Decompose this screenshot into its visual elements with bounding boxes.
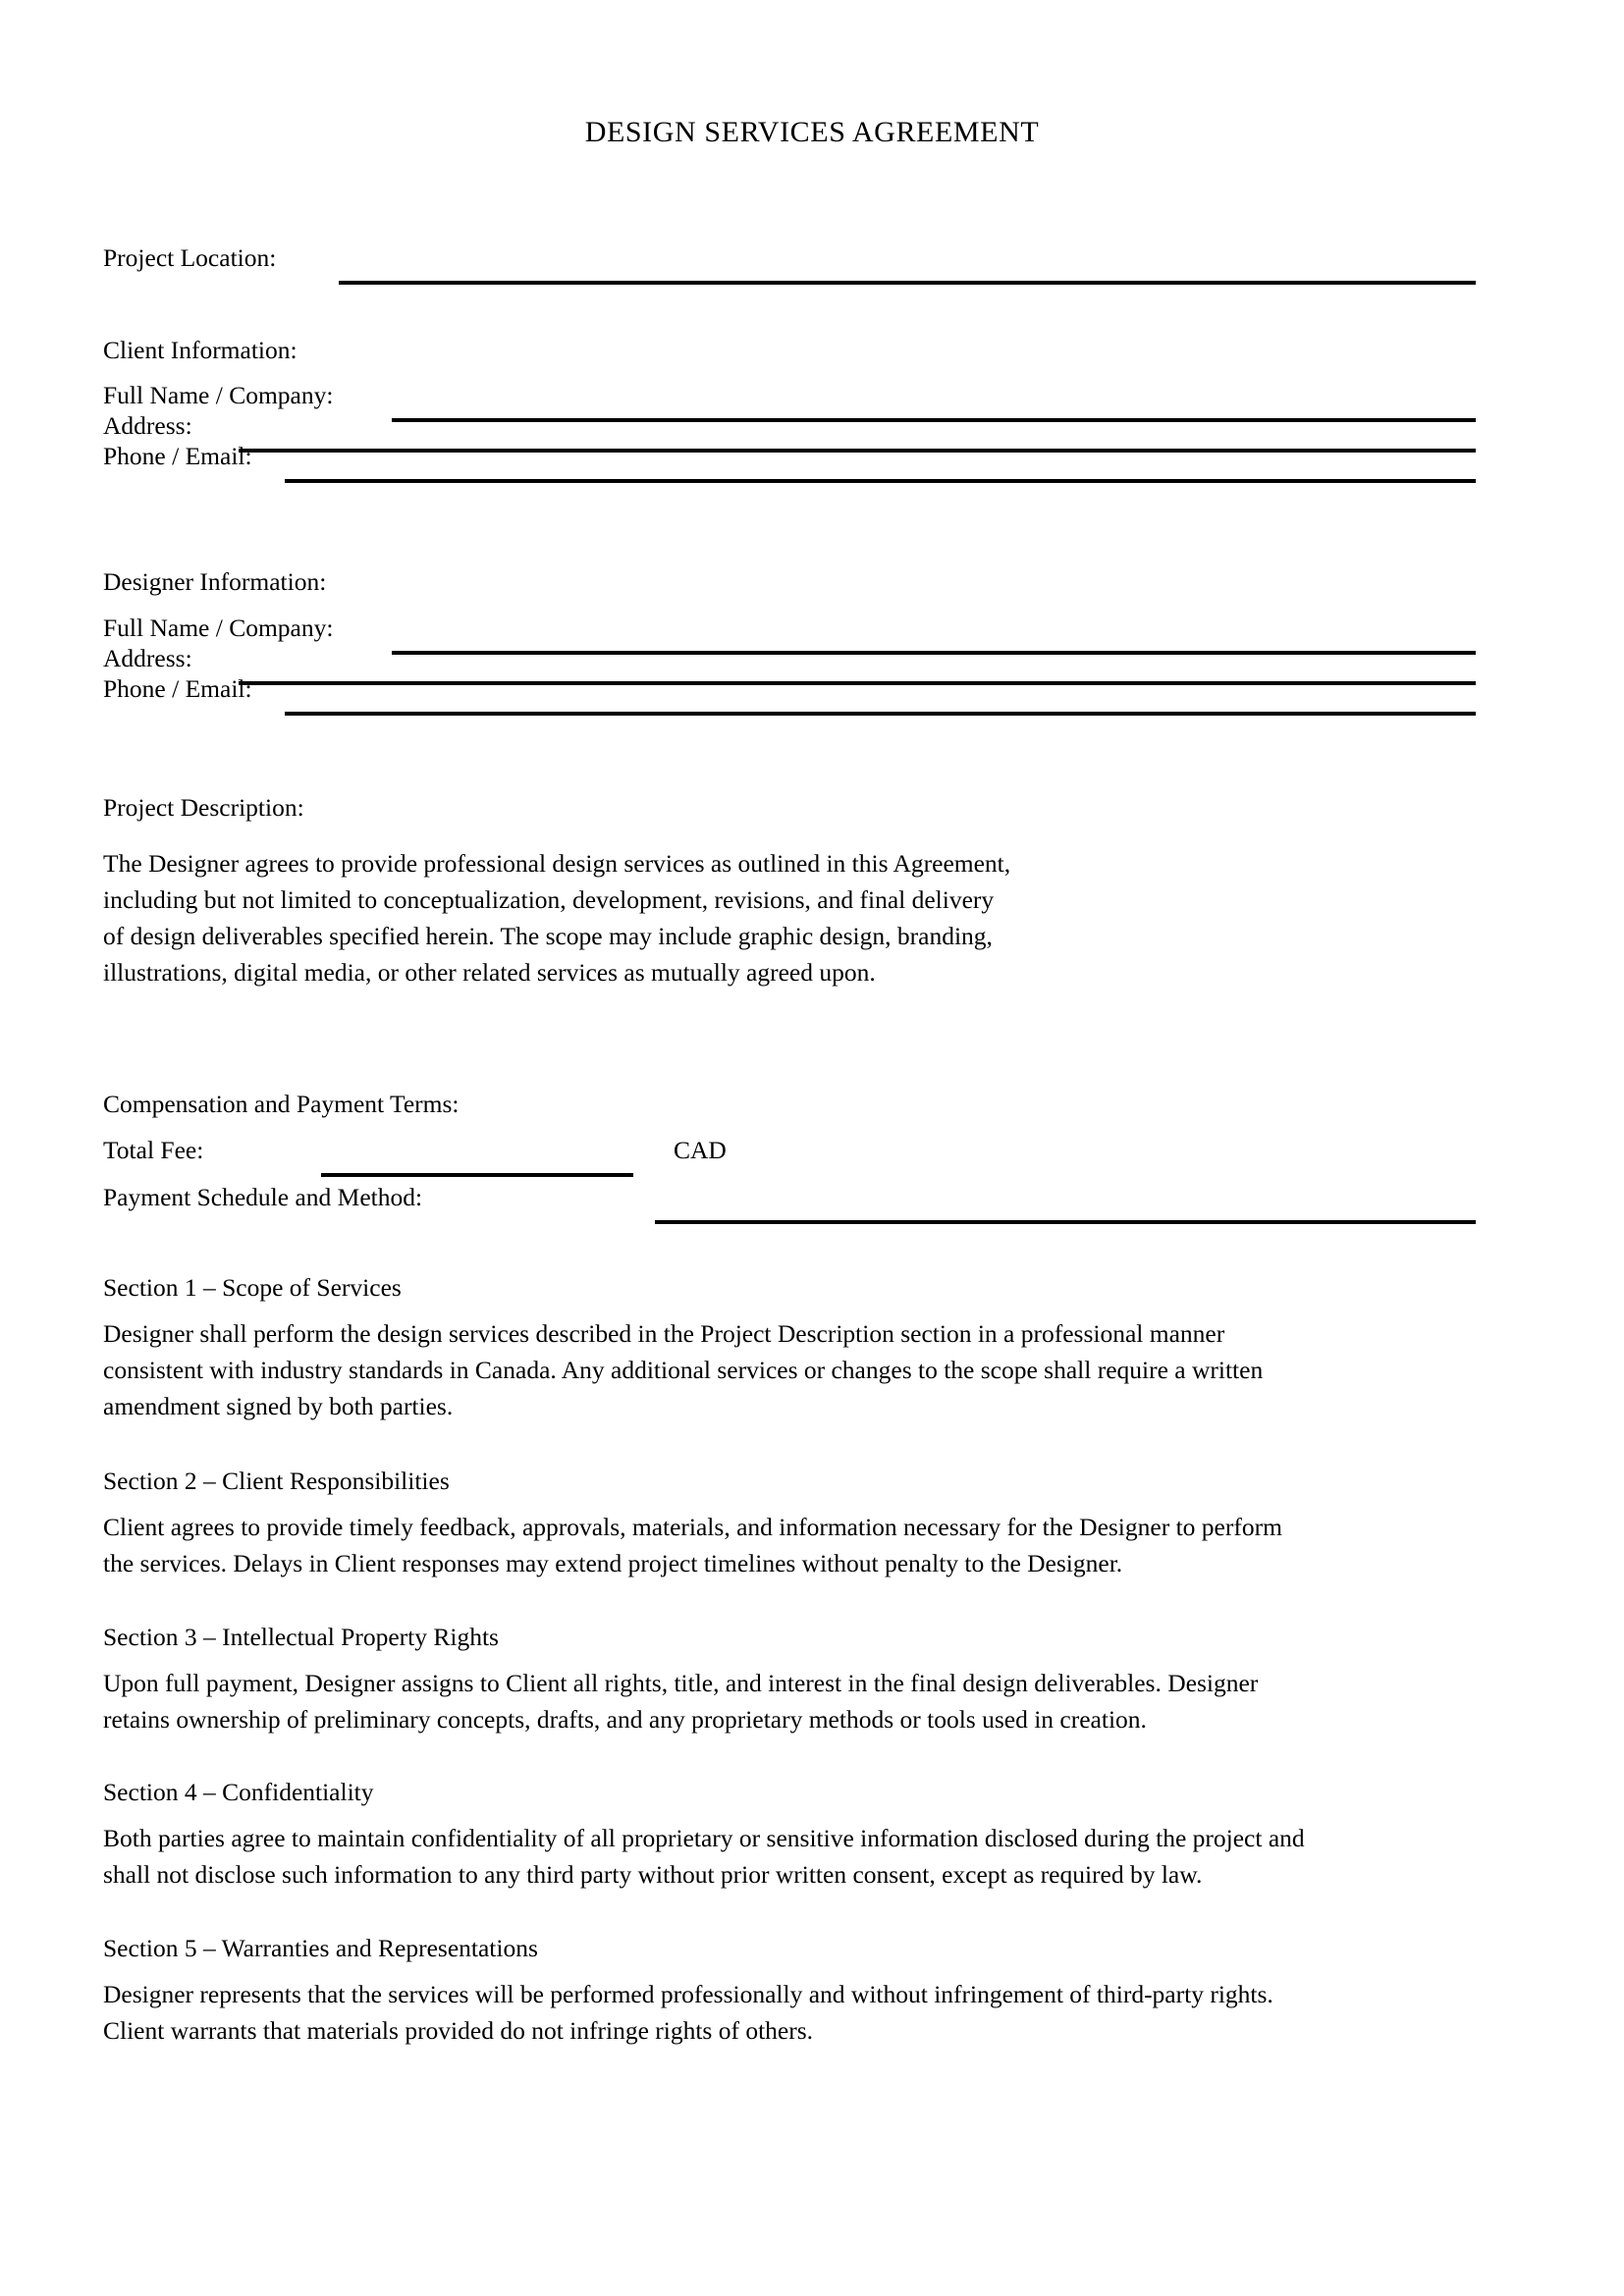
designer-full-name-field-rule[interactable] — [392, 651, 1476, 655]
project-description-line: of design deliverables specified herein. The scope may include graphic design, branding, — [103, 922, 993, 950]
section-1-heading: Section 1 – Scope of Services — [103, 1273, 402, 1302]
currency-label: CAD — [674, 1136, 727, 1164]
client-address-label: Address: — [103, 411, 192, 440]
section-2-body — [103, 1509, 1497, 1581]
section-1-body — [103, 1315, 1497, 1424]
total-fee-label: Total Fee: — [103, 1136, 204, 1164]
project-description-line: The Designer agrees to provide professional design services as outlined in this Agreement, — [103, 849, 1011, 878]
payment-schedule-field-rule[interactable] — [655, 1220, 1476, 1224]
section-5-body — [103, 1976, 1497, 2049]
client-address-field-rule[interactable] — [239, 449, 1476, 453]
designer-address-field-rule[interactable] — [239, 681, 1476, 685]
designer-phone-email-label: Phone / Email: — [103, 674, 252, 703]
section-4-heading: Section 4 – Confidentiality — [103, 1778, 374, 1806]
section-1-line: Designer shall perform the design services described in the Project Description section in a professional manner — [103, 1319, 1225, 1348]
client-information-heading: Client Information: — [103, 336, 298, 364]
section-2-heading: Section 2 – Client Responsibilities — [103, 1467, 450, 1495]
project-location-label: Project Location: — [103, 243, 277, 272]
client-full-name-label: Full Name / Company: — [103, 381, 334, 409]
section-1-line: amendment signed by both parties. — [103, 1392, 454, 1420]
section-4-line: Both parties agree to maintain confidentiality of all proprietary or sensitive information disclosed during the project and — [103, 1824, 1305, 1852]
section-3-line: retains ownership of preliminary concepts, drafts, and any proprietary methods or tools used in creation. — [103, 1705, 1147, 1734]
document-title: DESIGN SERVICES AGREEMENT — [584, 116, 1040, 148]
section-2-line: the services. Delays in Client responses may extend project timelines without penalty to the Designer. — [103, 1549, 1123, 1577]
section-4-line: shall not disclose such information to any third party without prior written consent, except as required by law. — [103, 1860, 1203, 1889]
section-2-line: Client agrees to provide timely feedback, approvals, materials, and information necessary for the Designer to perform — [103, 1513, 1282, 1541]
project-description-line: including but not limited to conceptualization, development, revisions, and final delivery — [103, 885, 995, 914]
client-full-name-field-rule[interactable] — [392, 418, 1476, 422]
total-fee-field-rule[interactable] — [321, 1173, 633, 1177]
designer-address-label: Address: — [103, 644, 192, 672]
section-3-heading: Section 3 – Intellectual Property Rights — [103, 1623, 499, 1651]
designer-information-heading: Designer Information: — [103, 567, 327, 596]
section-3-body — [103, 1665, 1497, 1737]
section-5-line: Client warrants that materials provided do not infringe rights of others. — [103, 2016, 814, 2045]
compensation-heading: Compensation and Payment Terms: — [103, 1090, 460, 1118]
section-3-line: Upon full payment, Designer assigns to Client all rights, title, and interest in the final design deliverables. Designer — [103, 1669, 1259, 1697]
section-5-heading: Section 5 – Warranties and Representations — [103, 1934, 538, 1962]
project-location-field-rule[interactable] — [339, 281, 1476, 285]
project-description-heading: Project Description: — [103, 793, 304, 822]
payment-schedule-label: Payment Schedule and Method: — [103, 1183, 423, 1211]
section-5-line: Designer represents that the services will be performed professionally and without infringement of third-party rights. — [103, 1980, 1273, 2008]
section-1-line: consistent with industry standards in Canada. Any additional services or changes to the scope shall require a written — [103, 1356, 1264, 1384]
designer-phone-email-field-rule[interactable] — [285, 712, 1476, 716]
section-4-body — [103, 1820, 1507, 1893]
project-description-body — [103, 845, 1478, 990]
designer-full-name-label: Full Name / Company: — [103, 614, 334, 642]
project-description-line: illustrations, digital media, or other related services as mutually agreed upon. — [103, 958, 876, 987]
client-phone-email-label: Phone / Email: — [103, 442, 252, 470]
client-phone-email-field-rule[interactable] — [285, 479, 1476, 483]
